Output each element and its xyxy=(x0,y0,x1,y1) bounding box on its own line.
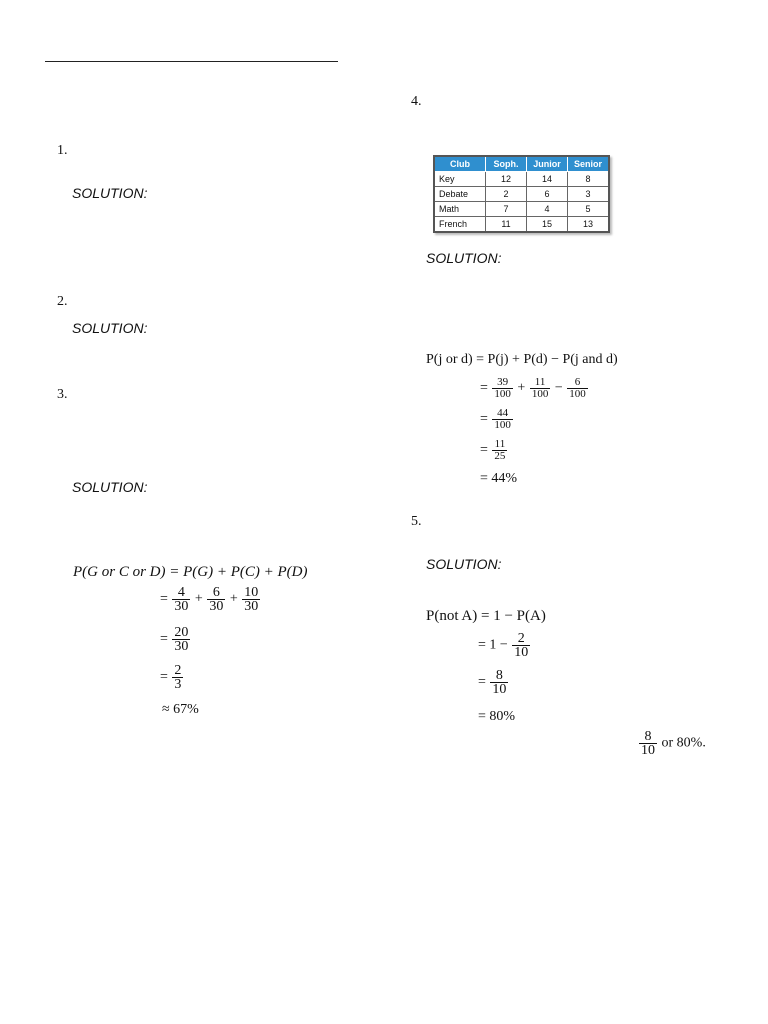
q5-step-3: = 80% xyxy=(478,709,516,724)
fraction: $\frac{8}{10}$ xyxy=(641,729,655,758)
table-cell: Key xyxy=(434,172,486,187)
table-row xyxy=(434,217,609,233)
question-4-number: 4. xyxy=(411,94,422,109)
q4-step-2: = $\frac{44}{100}$ xyxy=(480,407,511,431)
q3-equation-lhs: P(G or C or D) = P(G) + P(C) + P(D) xyxy=(73,564,308,580)
table-row xyxy=(434,187,609,202)
table-cell: 3 xyxy=(568,187,610,202)
q4-step-4: = 44% xyxy=(480,471,518,486)
table-cell: 12 xyxy=(486,172,527,187)
fraction: $\frac{11}{25}$ xyxy=(494,438,506,462)
fraction: $\frac{2}{10}$ xyxy=(514,631,529,660)
question-4-solution-label: SOLUTION: xyxy=(426,250,502,266)
question-1-number: 1. xyxy=(57,143,68,158)
fraction: $\frac{39}{100}$ xyxy=(494,376,511,400)
table-header-row xyxy=(434,156,609,172)
table-cell: 8 xyxy=(568,172,610,187)
fraction: $\frac{8}{10}$ xyxy=(492,668,507,697)
table-cell: 7 xyxy=(486,202,527,217)
fraction: $\frac{4}{30}$ xyxy=(174,585,189,614)
q3-step-4: ≈ 67% xyxy=(162,702,199,717)
question-1-solution-label: SOLUTION: xyxy=(72,185,148,201)
fraction: $\frac{20}{30}$ xyxy=(174,625,189,654)
table-cell: 4 xyxy=(527,202,568,217)
fraction: $\frac{44}{100}$ xyxy=(494,407,511,431)
table-cell: 13 xyxy=(568,217,610,233)
table-cell: French xyxy=(434,217,486,233)
table-header: Soph. xyxy=(486,156,527,172)
question-2-number: 2. xyxy=(57,294,68,309)
table-header: Senior xyxy=(568,156,610,172)
question-3-solution-label: SOLUTION: xyxy=(72,479,148,495)
table-cell: 15 xyxy=(527,217,568,233)
table-cell: 2 xyxy=(486,187,527,202)
question-5-solution-label: SOLUTION: xyxy=(426,556,502,572)
fraction: $\frac{6}{30}$ xyxy=(209,585,224,614)
table-cell: 5 xyxy=(568,202,610,217)
table-cell: 6 xyxy=(527,187,568,202)
q3-step-3: = $\frac{2}{3}$ xyxy=(160,663,182,692)
title-rule xyxy=(45,61,338,62)
q4-equation-lhs: P(j or d) = P(j) + P(d) − P(j and d) xyxy=(426,352,618,367)
question-3-number: 3. xyxy=(57,387,68,402)
q5-step-2: = $\frac{8}{10}$ xyxy=(478,668,507,697)
table-cell: Math xyxy=(434,202,486,217)
q5-answer: $\frac{8}{10}$ or 80%. xyxy=(641,729,706,758)
q5-step-1: = 1 − $\frac{2}{10}$ xyxy=(478,631,529,660)
table-row xyxy=(434,202,609,217)
table-cell: 14 xyxy=(527,172,568,187)
table-cell: 11 xyxy=(486,217,527,233)
q4-step-3: = $\frac{11}{25}$ xyxy=(480,438,506,462)
club-table xyxy=(433,155,610,233)
fraction: $\frac{11}{100}$ xyxy=(531,376,549,400)
q4-step-1: = $\frac{39}{100}$ + $\frac{11}{100}$ − $\frac{6}{100}$ xyxy=(480,376,586,400)
q3-step-1: = $\frac{4}{30}$ + $\frac{6}{30}$ + $\frac{10}{30}$ xyxy=(160,585,259,614)
table-header: Junior xyxy=(527,156,568,172)
table-row xyxy=(434,172,609,187)
question-5-number: 5. xyxy=(411,514,422,529)
table-cell: Debate xyxy=(434,187,486,202)
table-header: Club xyxy=(434,156,486,172)
q3-step-2: = $\frac{20}{30}$ xyxy=(160,625,189,654)
q5-equation-lhs: P(not A) = 1 − P(A) xyxy=(426,608,546,624)
fraction: $\frac{10}{30}$ xyxy=(244,585,259,614)
question-2-solution-label: SOLUTION: xyxy=(72,320,148,336)
fraction: $\frac{2}{3}$ xyxy=(174,663,182,692)
fraction: $\frac{6}{100}$ xyxy=(569,376,586,400)
